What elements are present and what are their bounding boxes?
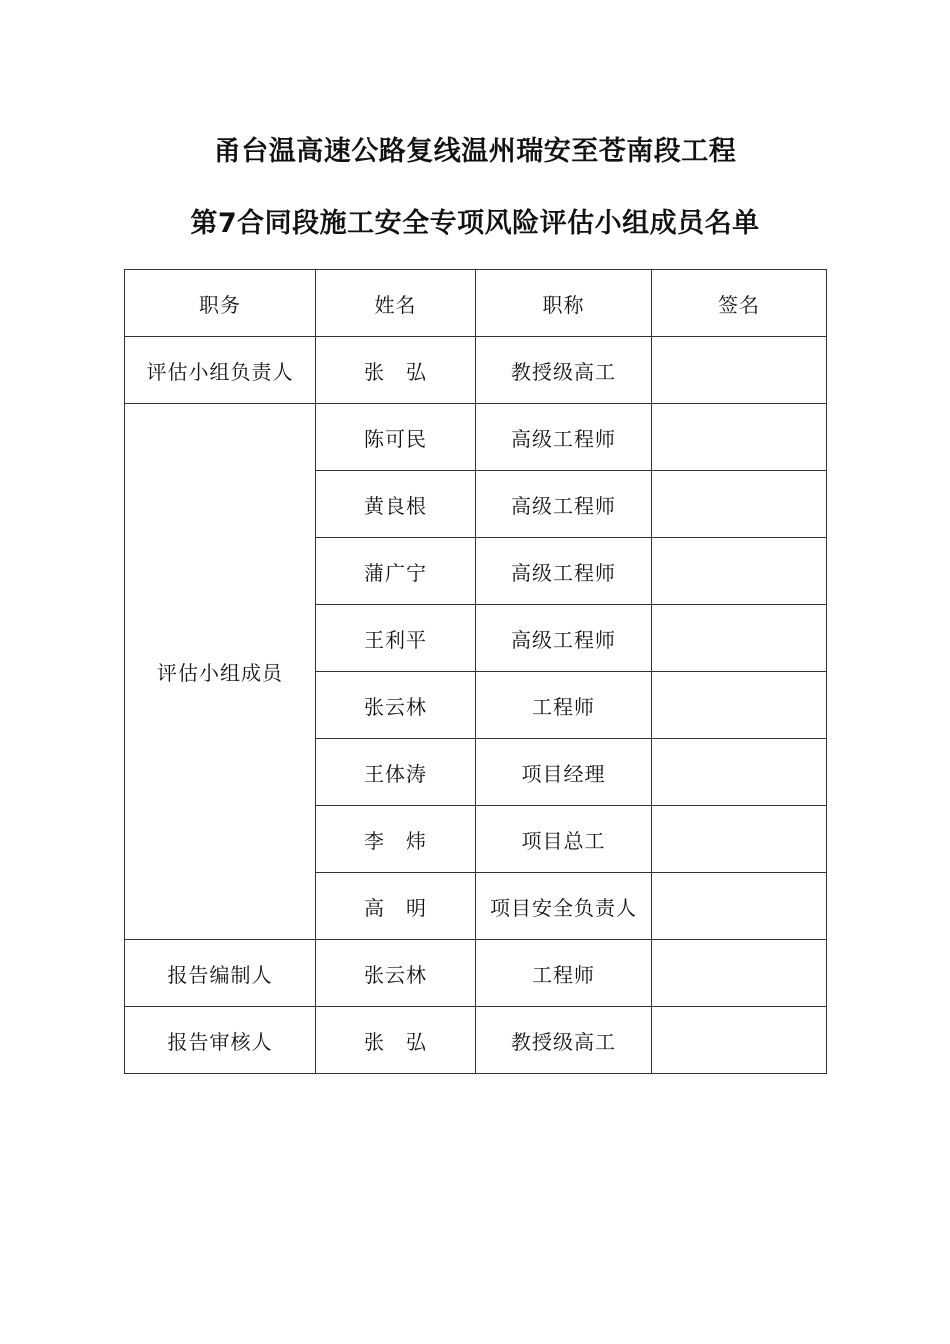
signature-cell[interactable] bbox=[652, 337, 827, 404]
role-cell: 报告编制人 bbox=[125, 940, 316, 1007]
header-signature: 签名 bbox=[652, 270, 827, 337]
title-cell: 项目安全负责人 bbox=[476, 873, 652, 940]
title-cell: 高级工程师 bbox=[476, 605, 652, 672]
signature-cell[interactable] bbox=[652, 672, 827, 739]
header-position: 职务 bbox=[125, 270, 316, 337]
title-cell: 高级工程师 bbox=[476, 538, 652, 605]
title-cell: 高级工程师 bbox=[476, 404, 652, 471]
name-cell: 高 明 bbox=[316, 873, 476, 940]
title-cell: 工程师 bbox=[476, 672, 652, 739]
name-cell: 张 弘 bbox=[316, 1007, 476, 1074]
title-cell: 项目总工 bbox=[476, 806, 652, 873]
role-cell: 评估小组成员 bbox=[125, 404, 316, 940]
name-cell: 李 炜 bbox=[316, 806, 476, 873]
table-header-row bbox=[125, 270, 827, 337]
name-cell: 陈可民 bbox=[316, 404, 476, 471]
name-cell: 蒲广宁 bbox=[316, 538, 476, 605]
name-cell: 张云林 bbox=[316, 940, 476, 1007]
title-cell: 高级工程师 bbox=[476, 471, 652, 538]
title-cell: 工程师 bbox=[476, 940, 652, 1007]
signature-cell[interactable] bbox=[652, 940, 827, 1007]
name-cell: 王利平 bbox=[316, 605, 476, 672]
document-title-line2: 第7合同段施工安全专项风险评估小组成员名单 bbox=[190, 208, 760, 239]
header-name: 姓名 bbox=[316, 270, 476, 337]
signature-cell[interactable] bbox=[652, 806, 827, 873]
document-title-line1: 甬台温高速公路复线温州瑞安至苍南段工程 bbox=[213, 136, 737, 167]
title-cell: 教授级高工 bbox=[476, 1007, 652, 1074]
signature-cell[interactable] bbox=[652, 404, 827, 471]
role-cell: 评估小组负责人 bbox=[125, 337, 316, 404]
header-title: 职称 bbox=[476, 270, 652, 337]
signature-cell[interactable] bbox=[652, 1007, 827, 1074]
title-cell: 教授级高工 bbox=[476, 337, 652, 404]
signature-cell[interactable] bbox=[652, 739, 827, 806]
signature-cell[interactable] bbox=[652, 873, 827, 940]
signature-cell[interactable] bbox=[652, 538, 827, 605]
name-cell: 黄良根 bbox=[316, 471, 476, 538]
title-cell: 项目经理 bbox=[476, 739, 652, 806]
name-cell: 王体涛 bbox=[316, 739, 476, 806]
table-row bbox=[125, 940, 827, 1007]
role-cell: 报告审核人 bbox=[125, 1007, 316, 1074]
signature-cell[interactable] bbox=[652, 605, 827, 672]
table-row bbox=[125, 337, 827, 404]
table-row bbox=[125, 404, 827, 471]
name-cell: 张 弘 bbox=[316, 337, 476, 404]
signature-cell[interactable] bbox=[652, 471, 827, 538]
name-cell: 张云林 bbox=[316, 672, 476, 739]
table-row bbox=[125, 1007, 827, 1074]
roster-body bbox=[125, 337, 827, 1074]
member-roster-table bbox=[124, 269, 827, 1074]
